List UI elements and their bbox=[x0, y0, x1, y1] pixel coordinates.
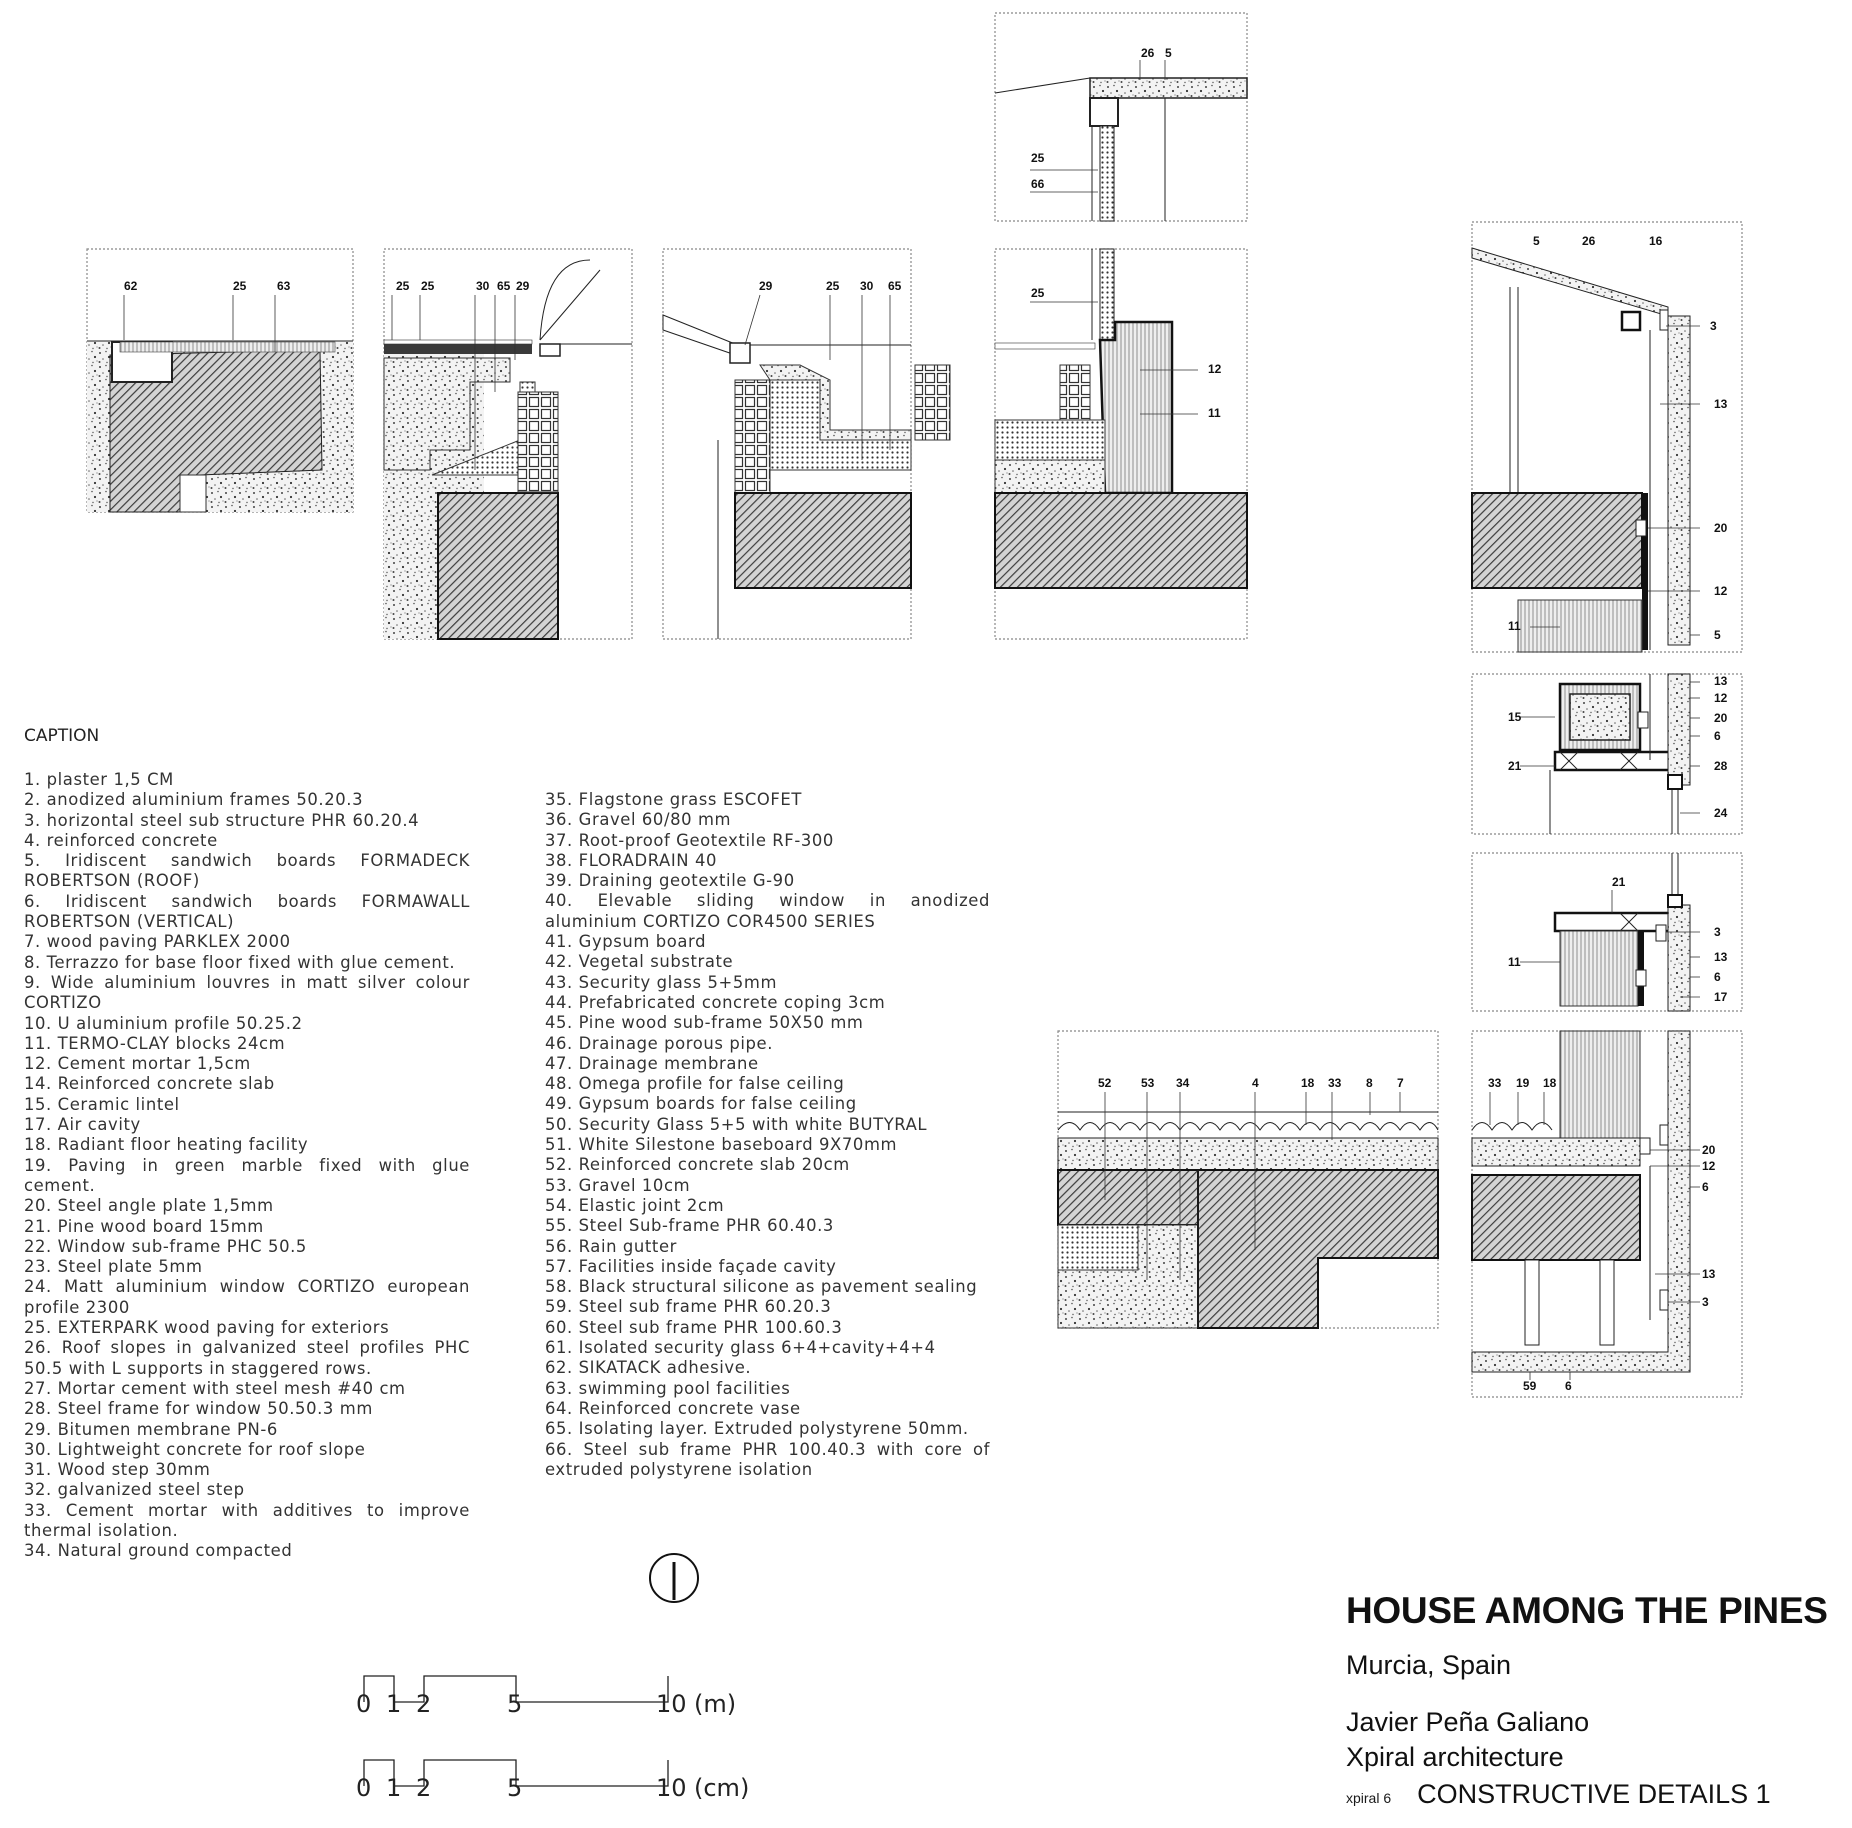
scale-unit-label: (cm) bbox=[694, 1774, 750, 1802]
caption-item: 57. Facilities inside façade cavity bbox=[545, 1256, 837, 1276]
callout-number: 17 bbox=[1714, 990, 1728, 1004]
caption-item: 11. TERMO-CLAY blocks 24cm bbox=[24, 1033, 286, 1053]
caption-item: 60. Steel sub frame PHR 100.60.3 bbox=[545, 1317, 843, 1337]
caption-item: 5. Iridiscent sandwich boards FORMADECK ROBERTSON (ROOF) bbox=[24, 851, 470, 891]
callout-number: 4 bbox=[1252, 1076, 1259, 1090]
caption-item: 38. FLORADRAIN 40 bbox=[545, 850, 718, 870]
detail-wall-base bbox=[995, 249, 1247, 639]
callout-number: 6 bbox=[1714, 729, 1721, 743]
caption-title: CAPTION bbox=[24, 726, 100, 746]
callout-number: 63 bbox=[277, 279, 291, 293]
callout-number: 21 bbox=[1508, 759, 1522, 773]
callout-number: 25 bbox=[1031, 286, 1045, 300]
callout-number: 26 bbox=[1141, 46, 1155, 60]
callout-number: 3 bbox=[1710, 319, 1717, 333]
architect-name: Javier Peña Galiano bbox=[1346, 1707, 1590, 1737]
caption-item: 53. Gravel 10cm bbox=[545, 1175, 691, 1195]
caption-item: 28. Steel frame for window 50.50.3 mm bbox=[24, 1399, 373, 1419]
north-arrow-icon bbox=[650, 1554, 698, 1602]
caption-item: 36. Gravel 60/80 mm bbox=[545, 810, 732, 830]
caption-list-right bbox=[545, 790, 990, 1480]
scale-unit-label: (m) bbox=[694, 1690, 737, 1718]
scale-tick-label: 1 bbox=[386, 1774, 402, 1802]
project-location: Murcia, Spain bbox=[1346, 1650, 1512, 1680]
caption-item: 51. White Silestone baseboard 9X70mm bbox=[545, 1135, 898, 1155]
callout-number: 13 bbox=[1714, 397, 1728, 411]
callout-number: 20 bbox=[1714, 711, 1728, 725]
caption-item: 44. Prefabricated concrete coping 3cm bbox=[545, 992, 886, 1012]
callout-number: 30 bbox=[860, 279, 874, 293]
callout-number: 5 bbox=[1533, 234, 1540, 248]
caption-item: 66. Steel sub frame PHR 100.40.3 with core of extruded polystyrene isolation bbox=[545, 1439, 990, 1479]
scale-tick-label: 5 bbox=[507, 1774, 523, 1802]
callout-number: 20 bbox=[1702, 1143, 1716, 1157]
callout-number: 16 bbox=[1649, 234, 1663, 248]
scale-tick-label: 2 bbox=[416, 1690, 432, 1718]
scale-tick-label: 5 bbox=[507, 1690, 523, 1718]
caption-item: 15. Ceramic lintel bbox=[24, 1094, 180, 1114]
caption-item: 47. Drainage membrane bbox=[545, 1053, 759, 1073]
caption-item: 10. U aluminium profile 50.25.2 bbox=[24, 1013, 303, 1033]
callout-number: 26 bbox=[1582, 234, 1596, 248]
project-title: HOUSE AMONG THE PINES bbox=[1346, 1590, 1828, 1631]
callout-number: 5 bbox=[1714, 628, 1721, 642]
caption-item: 26. Roof slopes in galvanized steel profiles PHC 50.5 with L supports in staggered rows. bbox=[24, 1338, 470, 1378]
caption-item: 59. Steel sub frame PHR 60.20.3 bbox=[545, 1297, 832, 1317]
caption-item: 56. Rain gutter bbox=[545, 1236, 677, 1256]
callout-number: 62 bbox=[124, 279, 138, 293]
callout-number: 21 bbox=[1612, 875, 1626, 889]
caption-item: 17. Air cavity bbox=[24, 1115, 141, 1135]
callout-number: 66 bbox=[1031, 177, 1045, 191]
callout-number: 6 bbox=[1702, 1180, 1709, 1194]
callout-number: 25 bbox=[826, 279, 840, 293]
caption-item: 40. Elevable sliding window in anodized aluminium CORTIZO COR4500 SERIES bbox=[545, 891, 990, 931]
caption-item: 62. SIKATACK adhesive. bbox=[545, 1358, 752, 1378]
caption-item: 2. anodized aluminium frames 50.20.3 bbox=[24, 790, 364, 810]
caption-item: 3. horizontal steel sub structure PHR 60.20.4 bbox=[24, 810, 420, 830]
caption-item: 30. Lightweight concrete for roof slope bbox=[24, 1439, 366, 1459]
detail-window-head bbox=[1472, 853, 1742, 1011]
caption-item: 21. Pine wood board 15mm bbox=[24, 1216, 264, 1236]
callout-number: 20 bbox=[1714, 521, 1728, 535]
caption-item: 9. Wide aluminium louvres in matt silver colour CORTIZO bbox=[24, 972, 470, 1013]
callout-number: 25 bbox=[396, 279, 410, 293]
scale-tick-label: 10 bbox=[656, 1690, 687, 1718]
caption-item: 29. Bitumen membrane PN-6 bbox=[24, 1419, 278, 1439]
caption-item: 61. Isolated security glass 6+4+cavity+4+4 bbox=[545, 1338, 936, 1358]
detail-roof-eave bbox=[1472, 222, 1742, 652]
callout-number: 11 bbox=[1208, 406, 1221, 420]
callout-number: 11 bbox=[1508, 619, 1521, 633]
callout-number: 24 bbox=[1714, 806, 1728, 820]
detail-lintel bbox=[1472, 674, 1742, 834]
callout-number: 13 bbox=[1714, 674, 1728, 688]
caption-item: 22. Window sub-frame PHC 50.5 bbox=[24, 1236, 307, 1256]
callout-number: 28 bbox=[1714, 759, 1728, 773]
caption-item: 54. Elastic joint 2cm bbox=[545, 1195, 725, 1215]
callout-number: 33 bbox=[1488, 1076, 1502, 1090]
firm-name: Xpiral architecture bbox=[1346, 1742, 1564, 1772]
caption-item: 20. Steel angle plate 1,5mm bbox=[24, 1196, 274, 1216]
caption-item: 23. Steel plate 5mm bbox=[24, 1257, 203, 1277]
scale-tick-label: 1 bbox=[386, 1690, 402, 1718]
caption-item: 39. Draining geotextile G-90 bbox=[545, 871, 795, 891]
callout-number: 15 bbox=[1508, 710, 1522, 724]
caption-item: 48. Omega profile for false ceiling bbox=[545, 1074, 845, 1094]
caption-item: 24. Matt aluminium window CORTIZO european profile 2300 bbox=[24, 1277, 470, 1317]
detail-floor-slab bbox=[1058, 1031, 1438, 1328]
caption-item: 49. Gypsum boards for false ceiling bbox=[545, 1094, 857, 1114]
callout-number: 25 bbox=[233, 279, 247, 293]
caption-item: 27. Mortar cement with steel mesh #40 cm bbox=[24, 1378, 406, 1398]
caption-item: 19. Paving in green marble fixed with glue cement. bbox=[24, 1155, 470, 1195]
callout-number: 12 bbox=[1714, 584, 1728, 598]
callout-number: 5 bbox=[1165, 46, 1172, 60]
scale-tick-label: 0 bbox=[356, 1690, 372, 1718]
caption-item: 1. plaster 1,5 CM bbox=[24, 770, 174, 789]
sheet-ref: xpiral 6 bbox=[1346, 1790, 1392, 1806]
callout-number: 13 bbox=[1702, 1267, 1716, 1281]
detail-floor-edge bbox=[1472, 1031, 1742, 1397]
callout-number: 33 bbox=[1328, 1076, 1342, 1090]
caption-item: 8. Terrazzo for base floor fixed with glue cement. bbox=[24, 952, 456, 972]
caption-item: 43. Security glass 5+5mm bbox=[545, 972, 778, 992]
caption-item: 12. Cement mortar 1,5cm bbox=[24, 1054, 251, 1074]
caption-item: 32. galvanized steel step bbox=[24, 1480, 245, 1500]
caption-item: 42. Vegetal substrate bbox=[545, 952, 734, 972]
callout-number: 3 bbox=[1702, 1295, 1709, 1309]
callout-number: 3 bbox=[1714, 925, 1721, 939]
callout-number: 18 bbox=[1301, 1076, 1315, 1090]
caption-item: 31. Wood step 30mm bbox=[24, 1460, 211, 1480]
scale-tick-label: 0 bbox=[356, 1774, 372, 1802]
callout-number: 25 bbox=[421, 279, 435, 293]
callout-number: 12 bbox=[1714, 691, 1728, 705]
title-block bbox=[1346, 1590, 1846, 1810]
callout-number: 52 bbox=[1098, 1076, 1112, 1090]
callout-number: 30 bbox=[476, 279, 490, 293]
callout-number: 6 bbox=[1565, 1379, 1572, 1393]
callout-number: 8 bbox=[1366, 1076, 1373, 1090]
caption-item: 18. Radiant floor heating facility bbox=[24, 1135, 309, 1155]
caption-item: 6. Iridiscent sandwich boards FORMAWALL ROBERTSON (VERTICAL) bbox=[24, 891, 470, 932]
callout-number: 65 bbox=[888, 279, 902, 293]
caption-item: 41. Gypsum board bbox=[545, 932, 707, 952]
detail-terrace-step bbox=[384, 249, 632, 639]
caption-item: 14. Reinforced concrete slab bbox=[24, 1074, 275, 1094]
callout-number: 18 bbox=[1543, 1076, 1557, 1090]
scale-tick-label: 10 bbox=[656, 1774, 687, 1802]
callout-number: 11 bbox=[1508, 955, 1521, 969]
caption-item: 34. Natural ground compacted bbox=[24, 1541, 293, 1561]
callout-number: 12 bbox=[1702, 1159, 1716, 1173]
callout-number: 29 bbox=[759, 279, 773, 293]
caption-item: 25. EXTERPARK wood paving for exteriors bbox=[24, 1318, 390, 1338]
detail-pool-edge bbox=[87, 249, 353, 512]
caption-item: 4. reinforced concrete bbox=[24, 830, 218, 850]
callout-number: 53 bbox=[1141, 1076, 1155, 1090]
scale-tick-label: 2 bbox=[416, 1774, 432, 1802]
caption-item: 63. swimming pool facilities bbox=[545, 1378, 791, 1398]
caption-item: 33. Cement mortar with additives to improve thermal isolation. bbox=[24, 1500, 470, 1540]
callout-number: 34 bbox=[1176, 1076, 1190, 1090]
caption-item: 37. Root-proof Geotextile RF-300 bbox=[545, 830, 834, 850]
caption-item: 35. Flagstone grass ESCOFET bbox=[545, 790, 802, 809]
caption-item: 46. Drainage porous pipe. bbox=[545, 1033, 773, 1053]
callout-number: 59 bbox=[1523, 1379, 1537, 1393]
caption-item: 58. Black structural silicone as pavement sealing bbox=[545, 1277, 978, 1297]
caption-item: 64. Reinforced concrete vase bbox=[545, 1398, 801, 1418]
detail-parapet-top bbox=[995, 13, 1247, 221]
caption-item: 50. Security Glass 5+5 with white BUTYRAL bbox=[545, 1114, 928, 1134]
detail-window-sill bbox=[663, 249, 950, 639]
callout-number: 13 bbox=[1714, 950, 1728, 964]
sheet-title: CONSTRUCTIVE DETAILS 1 bbox=[1417, 1779, 1771, 1809]
callout-number: 19 bbox=[1516, 1076, 1530, 1090]
callout-number: 29 bbox=[516, 279, 530, 293]
callout-number: 6 bbox=[1714, 970, 1721, 984]
caption-item: 45. Pine wood sub-frame 50X50 mm bbox=[545, 1013, 864, 1033]
callout-number: 7 bbox=[1397, 1076, 1404, 1090]
callout-number: 12 bbox=[1208, 362, 1222, 376]
caption-item: 52. Reinforced concrete slab 20cm bbox=[545, 1155, 850, 1175]
callout-number: 65 bbox=[497, 279, 511, 293]
callout-number: 25 bbox=[1031, 151, 1045, 165]
caption-list-left bbox=[24, 770, 470, 1562]
caption-item: 65. Isolating layer. Extruded polystyrene 50mm. bbox=[545, 1419, 969, 1439]
caption-item: 7. wood paving PARKLEX 2000 bbox=[24, 932, 291, 952]
caption-item: 55. Steel Sub-frame PHR 60.40.3 bbox=[545, 1216, 834, 1236]
